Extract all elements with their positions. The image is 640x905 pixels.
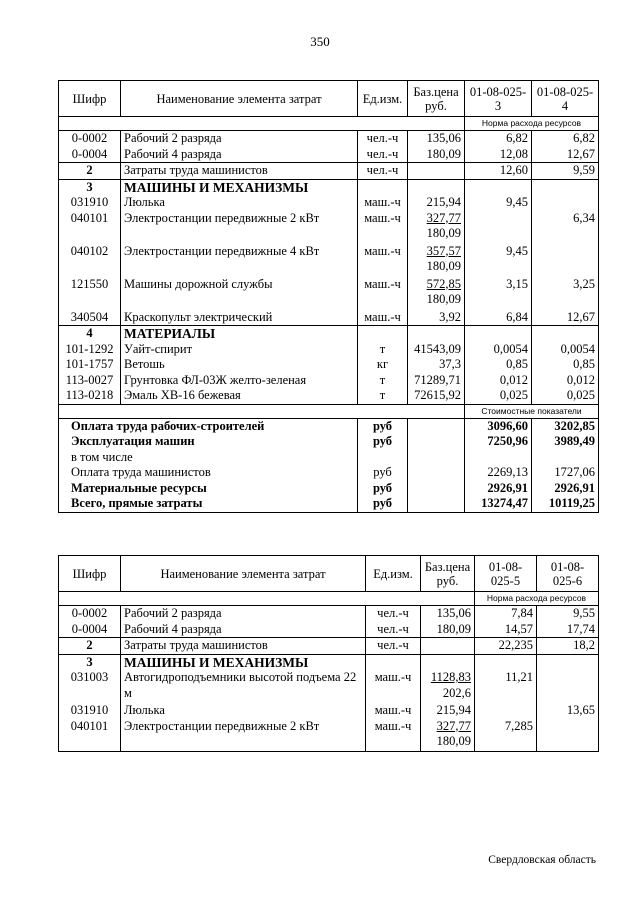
row-name: Электростанции передвижные 4 кВт <box>121 244 358 277</box>
row-value-2 <box>537 719 599 752</box>
section-row <box>59 654 599 670</box>
row-value-2 <box>532 244 599 277</box>
table-row <box>59 131 599 147</box>
row-name: Грунтовка ФЛ-03Ж желто-зеленая <box>121 373 358 389</box>
summary-row <box>59 418 599 434</box>
section-title: МАШИНЫ И МЕХАНИЗМЫ <box>121 654 366 670</box>
summary-row <box>59 481 599 497</box>
row-price <box>421 719 475 752</box>
row-name: Рабочий 4 разряда <box>121 147 358 163</box>
row-unit: маш.-ч <box>366 670 421 703</box>
section-row <box>59 326 599 342</box>
row-value-1: 7,84 <box>475 606 537 622</box>
price-value-base: 180,09 <box>426 292 461 306</box>
summary-label: Материальные ресурсы <box>59 481 358 497</box>
row-value-1: 7,285 <box>475 719 537 752</box>
table-row <box>59 638 599 655</box>
row-value-1: 6,82 <box>465 131 532 147</box>
row-value-1: 14,57 <box>475 622 537 638</box>
row-name: Эмаль ХВ-16 бежевая <box>121 388 358 404</box>
price-value-base: 180,09 <box>426 226 461 240</box>
row-unit: кг <box>358 357 408 373</box>
row-unit: маш.-ч <box>358 211 408 244</box>
row-unit: маш.-ч <box>358 310 408 326</box>
row-value-2: 17,74 <box>537 622 599 638</box>
row-unit: чел.-ч <box>366 606 421 622</box>
table-row <box>59 310 599 326</box>
row-value-2: 0,85 <box>532 357 599 373</box>
row-value-2: 6,34 <box>532 211 599 244</box>
row-code: 031910 <box>59 195 121 211</box>
summary-value-1: 7250,96 <box>465 434 532 450</box>
header-col1: 01-08-025-3 <box>465 81 532 117</box>
price-value: 357,57 <box>426 243 461 258</box>
row-value-2: 12,67 <box>532 147 599 163</box>
row-price <box>421 670 475 703</box>
row-code: 4 <box>59 326 121 342</box>
row-unit: маш.-ч <box>358 244 408 277</box>
summary-label: Оплата труда машинистов <box>59 465 358 481</box>
header-code: Шифр <box>59 81 121 117</box>
page-number: 350 <box>310 34 330 49</box>
summary-row <box>59 434 599 450</box>
summary-label: в том числе <box>59 450 358 466</box>
row-code: 0-0002 <box>59 131 121 147</box>
row-price <box>408 244 465 277</box>
section-row <box>59 179 599 195</box>
price-value-base: 202,6 <box>442 685 471 700</box>
row-value-1: 0,012 <box>465 373 532 389</box>
row-code: 040101 <box>59 719 121 752</box>
row-name: Затраты труда машинистов <box>121 638 366 655</box>
row-unit: маш.-ч <box>358 277 408 310</box>
norm-label: Норма расхода ресурсов <box>465 117 599 131</box>
row-code: 121550 <box>59 277 121 310</box>
price-value: 327,77 <box>426 210 461 225</box>
header-price: Баз.цена руб. <box>408 81 465 117</box>
row-value-1: 6,84 <box>465 310 532 326</box>
row-name: Машины дорожной службы <box>121 277 358 310</box>
row-value-2: 12,67 <box>532 310 599 326</box>
row-price: 37,3 <box>408 357 465 373</box>
header-unit: Ед.изм. <box>366 556 421 592</box>
row-unit: маш.-ч <box>358 195 408 211</box>
row-price: 215,94 <box>421 703 475 719</box>
row-code: 040102 <box>59 244 121 277</box>
row-name: Электростанции передвижные 2 кВт <box>121 719 366 752</box>
row-value-1: 9,45 <box>465 195 532 211</box>
row-price: 3,92 <box>408 310 465 326</box>
table-row <box>59 606 599 622</box>
summary-unit: руб <box>358 434 408 450</box>
row-code: 340504 <box>59 310 121 326</box>
header-unit: Ед.изм. <box>358 81 408 117</box>
row-price: 180,09 <box>421 622 475 638</box>
row-price: 71289,71 <box>408 373 465 389</box>
section-title: МАШИНЫ И МЕХАНИЗМЫ <box>121 179 358 195</box>
header-col2: 01-08-025-4 <box>532 81 599 117</box>
row-unit: т <box>358 342 408 358</box>
row-price: 72615,92 <box>408 388 465 404</box>
price-value-base: 180,09 <box>436 734 471 748</box>
table-row <box>59 195 599 211</box>
price-value: 572,85 <box>426 276 461 291</box>
row-unit: чел.-ч <box>366 638 421 655</box>
row-value-1: 0,85 <box>465 357 532 373</box>
row-name: Электростанции передвижные 2 кВт <box>121 211 358 244</box>
summary-unit: руб <box>358 481 408 497</box>
row-value-2: 3,25 <box>532 277 599 310</box>
row-unit: маш.-ч <box>366 719 421 752</box>
resource-table-2 <box>58 555 599 752</box>
row-code: 031003 <box>59 670 121 703</box>
header-col2: 01-08-025-6 <box>537 556 599 592</box>
row-value-2: 13,65 <box>537 703 599 719</box>
summary-unit: руб <box>358 496 408 512</box>
row-price: 135,06 <box>421 606 475 622</box>
row-value-2: 18,2 <box>537 638 599 655</box>
row-value-1: 22,235 <box>475 638 537 655</box>
section-title: МАТЕРИАЛЫ <box>121 326 358 342</box>
row-name: Автогидроподъемники высотой подъема 22 м <box>121 670 366 703</box>
table-row <box>59 373 599 389</box>
summary-unit: руб <box>358 465 408 481</box>
row-unit: т <box>358 373 408 389</box>
row-value-2: 0,012 <box>532 373 599 389</box>
price-value: 327,77 <box>436 718 471 733</box>
price-value-base: 180,09 <box>426 259 461 273</box>
row-value-1: 11,21 <box>475 670 537 703</box>
summary-value-2: 2926,91 <box>532 481 599 497</box>
row-code: 113-0027 <box>59 373 121 389</box>
row-value-1: 0,025 <box>465 388 532 404</box>
row-price <box>408 163 465 180</box>
table-row <box>59 719 599 752</box>
row-value-1: 3,15 <box>465 277 532 310</box>
summary-value-2: 3989,49 <box>532 434 599 450</box>
cost-label: Стоимостные показатели <box>465 404 599 418</box>
row-price <box>408 211 465 244</box>
row-code: 3 <box>59 654 121 670</box>
row-name: Рабочий 4 разряда <box>121 622 366 638</box>
row-value-1: 9,45 <box>465 244 532 277</box>
summary-value-1: 3096,60 <box>465 418 532 434</box>
row-price: 180,09 <box>408 147 465 163</box>
row-unit: чел.-ч <box>358 147 408 163</box>
row-unit: маш.-ч <box>366 703 421 719</box>
row-unit: т <box>358 388 408 404</box>
row-value-1 <box>475 703 537 719</box>
summary-label: Оплата труда рабочих-строителей <box>59 418 358 434</box>
row-name: Уайт-спирит <box>121 342 358 358</box>
table-row <box>59 703 599 719</box>
row-value-2 <box>537 670 599 703</box>
table-row <box>59 147 599 163</box>
row-value-1 <box>465 211 532 244</box>
row-name: Люлька <box>121 195 358 211</box>
row-price <box>421 638 475 655</box>
summary-row <box>59 496 599 512</box>
summary-value-2: 1727,06 <box>532 465 599 481</box>
row-code: 0-0004 <box>59 147 121 163</box>
resource-table-1 <box>58 80 599 513</box>
summary-label: Всего, прямые затраты <box>59 496 358 512</box>
row-code: 040101 <box>59 211 121 244</box>
table-row <box>59 244 599 277</box>
row-value-2: 9,59 <box>532 163 599 180</box>
summary-value-1: 2926,91 <box>465 481 532 497</box>
row-unit: чел.-ч <box>358 131 408 147</box>
footer-region: Свердловская область <box>488 854 596 866</box>
table-row <box>59 670 599 703</box>
row-price: 215,94 <box>408 195 465 211</box>
header-col1: 01-08-025-5 <box>475 556 537 592</box>
row-name: Ветошь <box>121 357 358 373</box>
summary-value-1: 2269,13 <box>465 465 532 481</box>
row-value-1: 12,08 <box>465 147 532 163</box>
row-name: Рабочий 2 разряда <box>121 131 358 147</box>
row-value-2: 0,0054 <box>532 342 599 358</box>
norm-label: Норма расхода ресурсов <box>475 592 599 606</box>
row-value-2: 0,025 <box>532 388 599 404</box>
row-unit: чел.-ч <box>358 163 408 180</box>
row-price: 41543,09 <box>408 342 465 358</box>
summary-row <box>59 450 599 466</box>
row-value-2: 9,55 <box>537 606 599 622</box>
row-code: 2 <box>59 163 121 180</box>
row-name: Краскопульт электрический <box>121 310 358 326</box>
summary-value-1: 13274,47 <box>465 496 532 512</box>
table-row <box>59 211 599 244</box>
table-row <box>59 388 599 404</box>
row-value-2: 6,82 <box>532 131 599 147</box>
row-code: 0-0002 <box>59 606 121 622</box>
price-value: 1128,83 <box>430 670 471 684</box>
row-code: 101-1292 <box>59 342 121 358</box>
row-code: 113-0218 <box>59 388 121 404</box>
summary-value-2: 10119,25 <box>532 496 599 512</box>
row-code: 2 <box>59 638 121 655</box>
table-row <box>59 357 599 373</box>
summary-value-2: 3202,85 <box>532 418 599 434</box>
row-price <box>408 277 465 310</box>
row-code: 3 <box>59 179 121 195</box>
table-row <box>59 622 599 638</box>
row-code: 031910 <box>59 703 121 719</box>
row-price: 135,06 <box>408 131 465 147</box>
summary-unit: руб <box>358 418 408 434</box>
row-unit: чел.-ч <box>366 622 421 638</box>
header-price: Баз.цена руб. <box>421 556 475 592</box>
row-value-2 <box>532 195 599 211</box>
row-code: 0-0004 <box>59 622 121 638</box>
table-row <box>59 277 599 310</box>
table-row <box>59 163 599 180</box>
header-code: Шифр <box>59 556 121 592</box>
row-name: Затраты труда машинистов <box>121 163 358 180</box>
header-name: Наименование элемента затрат <box>121 556 366 592</box>
table-row <box>59 342 599 358</box>
row-name: Люлька <box>121 703 366 719</box>
header-name: Наименование элемента затрат <box>121 81 358 117</box>
row-name: Рабочий 2 разряда <box>121 606 366 622</box>
summary-label: Эксплуатация машин <box>59 434 358 450</box>
summary-row <box>59 465 599 481</box>
row-value-1: 12,60 <box>465 163 532 180</box>
row-value-1: 0,0054 <box>465 342 532 358</box>
row-code: 101-1757 <box>59 357 121 373</box>
